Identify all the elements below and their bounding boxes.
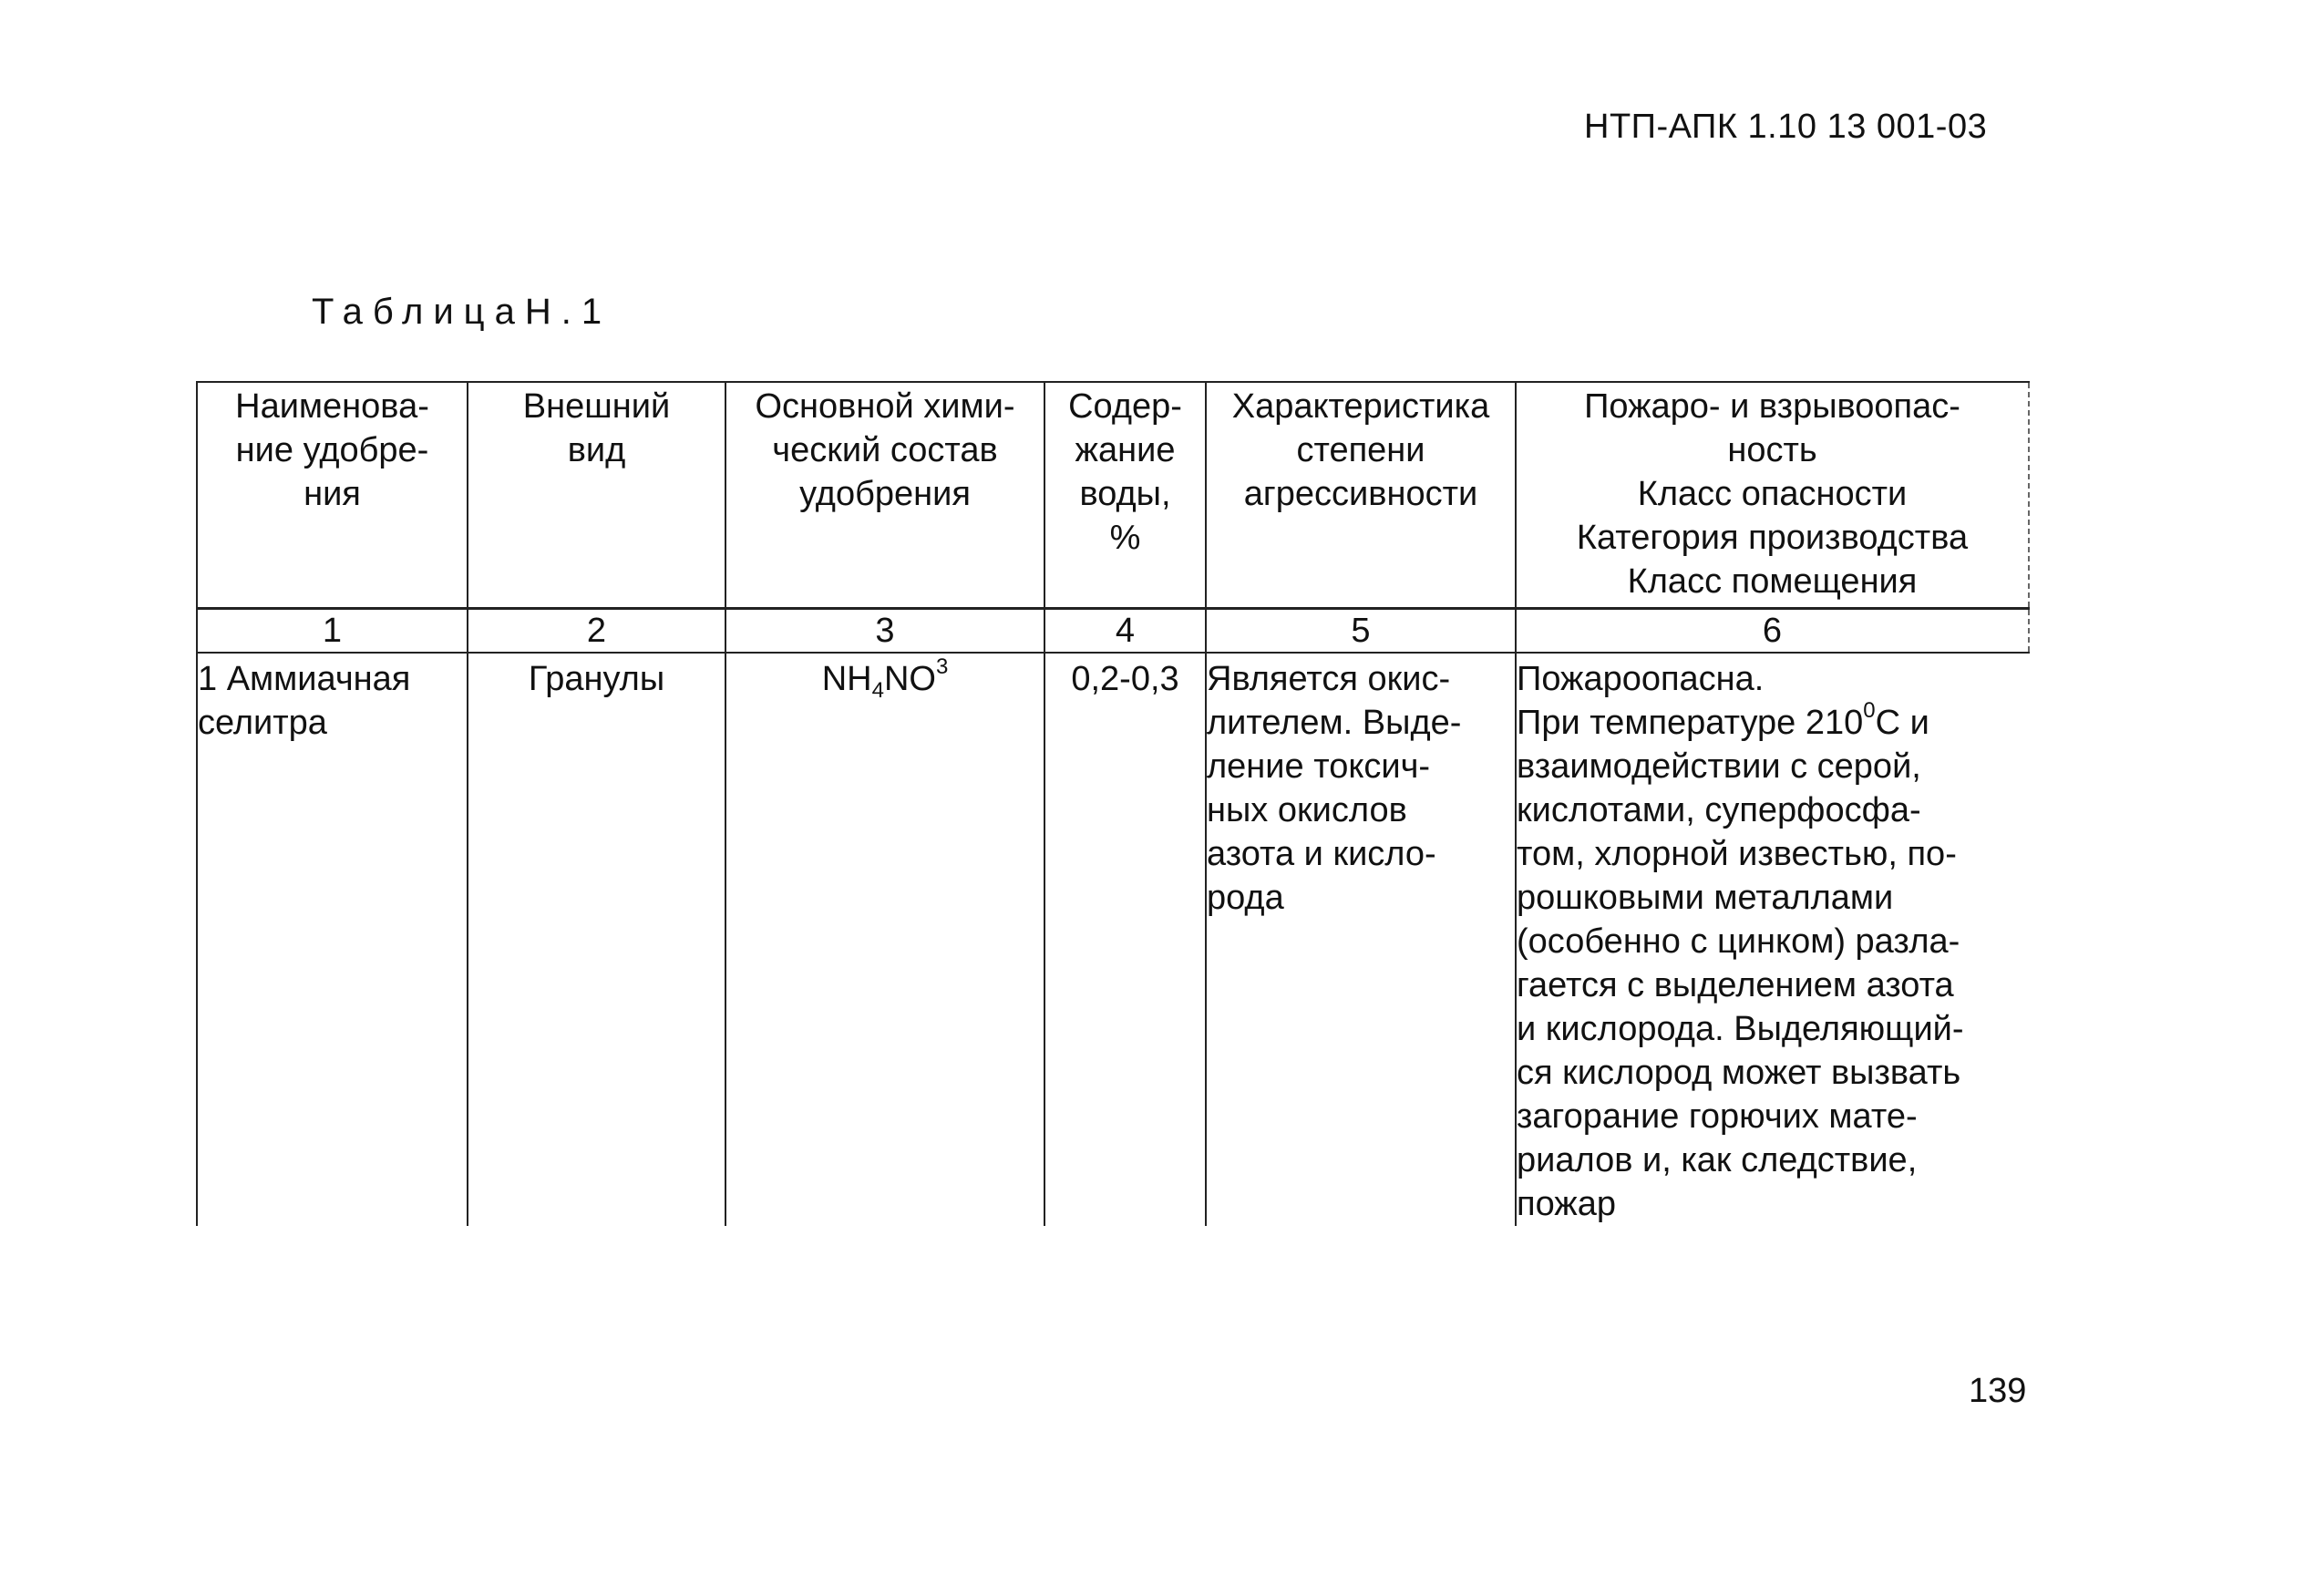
header-line: %	[1109, 519, 1141, 557]
header-line: ность	[1727, 431, 1817, 469]
table-row	[197, 653, 2029, 1226]
cell-line: пожар	[1517, 1185, 1616, 1223]
cell-line	[1517, 698, 2029, 745]
column-number: 4	[1044, 609, 1206, 654]
cell-line: ся кислород может вызвать	[1517, 1054, 1961, 1092]
cell-line: гается с выделением азота	[1517, 966, 1954, 1004]
header-line: ческий состав	[772, 431, 998, 469]
column-header-fire-hazard	[1516, 382, 2029, 609]
column-header-composition	[725, 382, 1044, 609]
cell-name	[197, 653, 468, 1226]
header-line: вид	[567, 431, 626, 469]
header-line: Основной хими-	[755, 387, 1015, 426]
cell-line: 1 Аммиачная	[198, 660, 411, 698]
header-line: Класс помещения	[1627, 562, 1918, 601]
header-line: Пожаро- и взрывоопас-	[1584, 387, 1960, 426]
formula-subscript: 4	[871, 678, 884, 703]
cell-water: 0,2-0,3	[1044, 653, 1206, 1226]
column-number-row	[197, 609, 2029, 654]
cell-line: лителем. Выде-	[1207, 704, 1462, 742]
cell-line: кислотами, суперфосфа-	[1517, 791, 1921, 829]
cell-line: Пожароопасна.	[1517, 660, 1765, 698]
cell-line: взаимодействии с серой,	[1517, 747, 1921, 786]
cell-line: рошковыми металлами	[1517, 879, 1894, 917]
cell-appearance: Гранулы	[468, 653, 725, 1226]
cell-line: азота и кисло-	[1207, 835, 1436, 873]
cell-formula	[725, 653, 1044, 1226]
column-header-water	[1044, 382, 1206, 609]
text-part: При температуре 210	[1517, 704, 1864, 742]
column-header-aggressiveness	[1206, 382, 1516, 609]
formula-part: NH	[821, 660, 872, 698]
cell-line: том, хлорной известью, по-	[1517, 835, 1957, 873]
cell-line: и кислорода. Выделяющий-	[1517, 1010, 1964, 1048]
header-line: Характеристика	[1231, 387, 1490, 426]
header-line: ния	[304, 475, 361, 513]
formula-superscript: 3	[935, 654, 949, 679]
formula-part: NO	[883, 660, 936, 698]
cell-aggressiveness	[1206, 653, 1516, 1226]
header-line: агрессивности	[1243, 475, 1478, 513]
degree-superscript: 0	[1863, 698, 1876, 723]
cell-fire-hazard	[1516, 653, 2029, 1226]
column-number: 2	[468, 609, 725, 654]
header-line: Наименова-	[235, 387, 429, 426]
header-line: Внешний	[522, 387, 671, 426]
cell-line: загорание горючих мате-	[1517, 1097, 1918, 1136]
cell-line: ных окислов	[1207, 791, 1407, 829]
header-line: Класс опасности	[1637, 475, 1908, 513]
table-header-row	[197, 382, 2029, 609]
header-line: Категория производства	[1576, 519, 1969, 557]
cell-line: (особенно с цинком) разла-	[1517, 922, 1960, 961]
column-number: 5	[1206, 609, 1516, 654]
cell-line: Является окис-	[1207, 660, 1451, 698]
cell-line: ление токсич-	[1207, 747, 1431, 786]
cell-line: рода	[1207, 879, 1284, 917]
header-line: удобрения	[799, 475, 971, 513]
header-line: ние удобре-	[235, 431, 429, 469]
column-number: 1	[197, 609, 468, 654]
header-line: Содер-	[1068, 387, 1182, 426]
header-line: воды,	[1079, 475, 1171, 513]
document-code: НТП-АПК 1.10 13 001-03	[1584, 108, 1988, 146]
column-number: 3	[725, 609, 1044, 654]
column-header-appearance	[468, 382, 725, 609]
column-header-name	[197, 382, 468, 609]
fertilizer-table	[196, 381, 2030, 1226]
page-number: 139	[1969, 1372, 2027, 1410]
cell-line: селитра	[198, 704, 327, 742]
text-part: С и	[1875, 704, 1929, 742]
cell-line: риалов и, как следствие,	[1517, 1141, 1918, 1179]
header-line: жание	[1075, 431, 1176, 469]
column-number: 6	[1516, 609, 2029, 654]
table-caption: ТаблицаН.1	[312, 292, 612, 332]
header-line: степени	[1296, 431, 1425, 469]
